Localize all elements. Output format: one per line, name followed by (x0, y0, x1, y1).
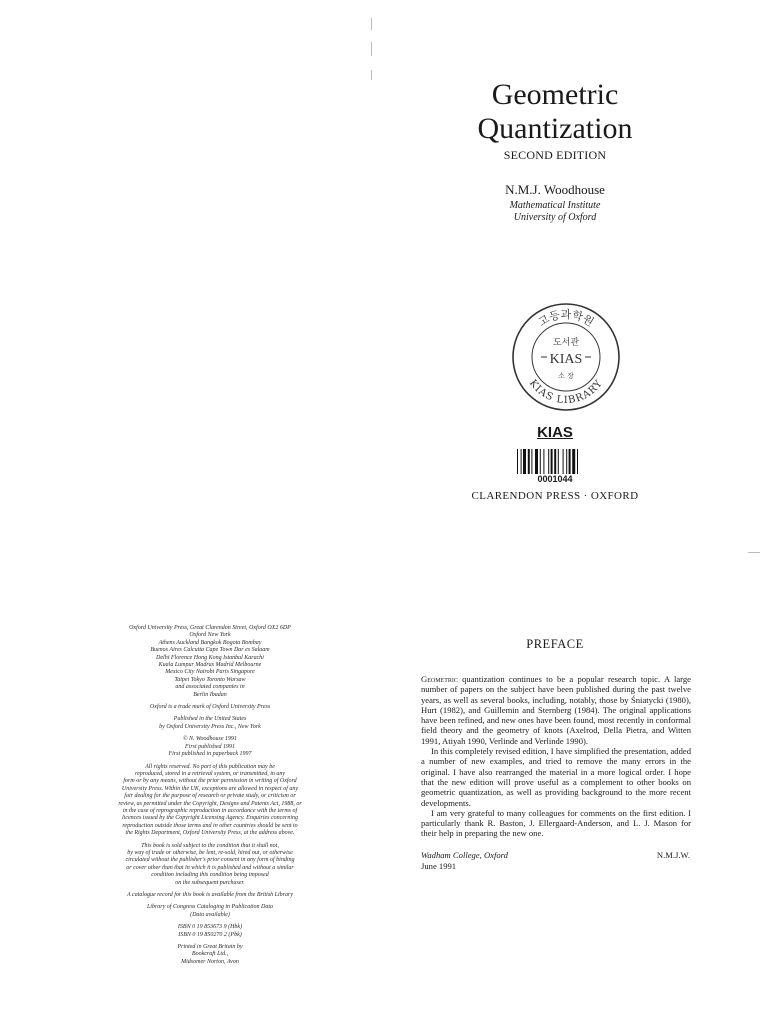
barcode-bar (558, 449, 559, 474)
copyright-line: or cover other than that in which it is published and without a similar (126, 864, 294, 871)
copyright-line: fair dealing for the purpose of research or private study, or criticism or (124, 793, 296, 800)
author-name: N.M.J. Woodhouse (505, 182, 605, 197)
barcode-bar (569, 449, 571, 474)
signature-initials: N.M.J.W. (656, 850, 690, 860)
scan-mark (371, 42, 372, 56)
stamp-inner-text: KIAS (549, 352, 583, 367)
barcode-bar (535, 449, 538, 474)
library-stamp (511, 302, 621, 412)
book-title (405, 78, 705, 146)
barcode-bar (543, 449, 544, 474)
copyright-line: on the subsequent purchaser. (175, 879, 245, 886)
copyright-line: and associated companies in (175, 684, 245, 691)
barcode-bar (563, 449, 564, 474)
copyright-block (80, 704, 340, 711)
copyright-line: form or by any means, without the prior permission in writing of Oxford (123, 778, 297, 785)
barcode-bar (523, 449, 526, 474)
copyright-block (80, 904, 340, 919)
copyright-line: by Oxford University Press Inc., New York (159, 723, 261, 730)
copyright-line: ISBN 0 19 850270 2 (Pbk) (178, 931, 242, 938)
copyright-line: licences issued by the Copyright Licensing Agency. Enquiries concerning (121, 815, 299, 822)
barcode-bar (521, 449, 522, 474)
copyright-block (80, 924, 340, 939)
signature-date: June 1991 (421, 861, 457, 871)
copyright-line: Library of Congress Cataloging in Publication Data (146, 904, 274, 911)
stamp-hangul-top: 고등과학원 (536, 308, 596, 329)
barcode-bar (548, 449, 549, 474)
copyright-line: review, as permitted under the Copyright, Designs and Patents Act, 1988, or (118, 800, 302, 807)
edition-label: SECOND EDITION (503, 148, 607, 162)
copyright-block (80, 944, 340, 966)
copyright-line: Taipei Tokyo Toronto Warsaw (174, 676, 246, 683)
copyright-page (80, 625, 340, 971)
preface-dropcaps: Geometric (421, 674, 458, 684)
copyright-line: © N. Woodhouse 1991 (182, 736, 237, 743)
copyright-line: First published in paperback 1997 (168, 751, 252, 758)
copyright-line: Oxford New York (189, 632, 231, 639)
copyright-line: A catalogue record for this book is available from the British Library (126, 892, 294, 898)
copyright-line: Athens Auckland Bangkok Bogota Bombay (158, 639, 262, 646)
book-title-line: Quantization (477, 112, 633, 145)
barcode-bar (528, 449, 530, 474)
copyright-line: University Press. Within the UK, exceptions are allowed in respect of any (121, 785, 299, 792)
copyright-block (80, 892, 340, 899)
preface-body (421, 674, 691, 839)
copyright-line: ISBN 0 19 853673 9 (Hbk) (177, 924, 243, 931)
scan-mark (748, 552, 760, 553)
copyright-block (80, 736, 340, 758)
copyright-block (80, 716, 340, 731)
affiliation-line: University of Oxford (513, 212, 597, 223)
copyright-line: Oxford University Press, Great Clarendon Street, Oxford OX2 6DP (129, 625, 291, 631)
stamp-hangul-mid: 도서관 (552, 338, 580, 348)
barcode-bar (572, 449, 575, 474)
stamp-ring-text: KIAS LIBRARY (526, 377, 606, 407)
signature-place: Wadham College, Oxford (421, 850, 508, 860)
copyright-line: Midsomer Norton, Avon (181, 958, 239, 965)
copyright-line: circulated without the publisher's prior consent in any form of binding (125, 857, 295, 864)
barcode-bar (554, 449, 556, 474)
barcode-bar (531, 449, 532, 474)
preface-paragraph: In this completely revised edition, I have simplified the presentation, added a number of new examples, and tried to remove the many errors in the original. I have also rearranged the material in a more logical order. I hope that the new edition will prove useful as a complement to other books on geometric quantization, as well as providing background to the more recent developments. (421, 746, 691, 808)
copyright-block (80, 625, 340, 699)
copyright-line: Kuala Lumpur Madras Madrid Melbourne (158, 662, 262, 669)
publisher-name: CLARENDON PRESS · OXFORD (471, 490, 639, 502)
copyright-line: reproduced, stored in a retrieval system, or transmitted, in any (134, 770, 286, 777)
barcode-bar (577, 449, 578, 474)
preface-heading: PREFACE (526, 637, 584, 651)
barcode (517, 449, 599, 474)
barcode-bar (540, 449, 541, 474)
copyright-line: Berlin Ibadan (193, 691, 227, 698)
copyright-line: by way of trade or otherwise, be lent, re-sold, hired out, or otherwise (127, 849, 293, 856)
preface-paragraph-text: quantization continues to be a popular research topic. A large number of papers on the subject have been published during the past twelve years, as well as several books, including, notably, those by Śniatycki (1980), Hurt (1982), and Guillemin and Sternberg (1984). The original applications have been refined, and new ones have been found, most recently in conformal field theory and the geometry of knots (Axelrod, Della Pietra, and Witten 1991, Atiyah 1990, Verlinde and Verlinde 1990). (421, 674, 691, 746)
copyright-line: Oxford is a trade mark of Oxford University Press (149, 704, 271, 711)
barcode-bar (566, 449, 567, 474)
copyright-line: (Data available) (190, 911, 230, 918)
scan-mark (371, 18, 372, 30)
copyright-line: This book is sold subject to the condition that it shall not, (141, 842, 279, 849)
copyright-block (80, 843, 340, 887)
copyright-line: the Rights Department, Oxford University Press, at the address above. (125, 830, 295, 837)
copyright-line: Printed in Great Britain by (177, 944, 243, 951)
barcode-bar (551, 449, 553, 474)
preface-paragraph: I am very grateful to many colleagues for comments on the first edition. I particularly thank R. Baston, J. Ellergaard-Anderson, and L. J. Mason for their help in preparing the new one. (421, 807, 691, 839)
author-affiliation (405, 200, 705, 224)
copyright-line: Published in the United States (173, 716, 247, 723)
copyright-line: in the case of reprographic reproduction in accordance with the terms of (122, 807, 298, 814)
copyright-line: Buenos Aires Calcutta Cape Town Dar es Salaam (150, 647, 270, 654)
copyright-line: Mexico City Nairobi Paris Singapore (165, 669, 255, 676)
affiliation-line: Mathematical Institute (509, 200, 601, 211)
scan-mark (371, 70, 372, 80)
copyright-line: First published 1991 (184, 743, 235, 750)
copyright-line: condition including this condition being imposed (151, 872, 269, 879)
barcode-bar (517, 449, 518, 474)
barcode-number: 0001044 (537, 474, 573, 484)
preface-paragraph (421, 674, 691, 746)
copyright-block (80, 764, 340, 838)
book-title-line: Geometric (491, 78, 619, 111)
copyright-line: All rights reserved. No part of this publication may be (145, 763, 275, 770)
copyright-line: Bookcraft Ltd., (191, 951, 229, 958)
copyright-line: Delhi Florence Hong Kong Istanbul Karachi (156, 654, 264, 661)
copyright-line: reproduction outside those terms and in other countries should be sent to (122, 822, 298, 829)
stamp-hangul-low: 소 장 (558, 372, 574, 380)
library-logo: KIAS (537, 424, 573, 441)
